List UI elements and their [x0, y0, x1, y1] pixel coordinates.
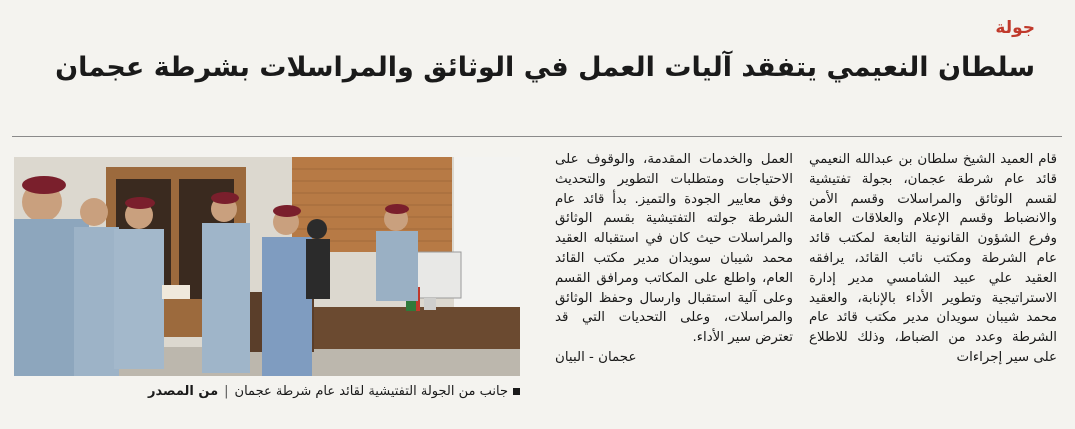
- caption-bullet: [513, 388, 520, 395]
- divider: [12, 136, 1062, 137]
- photo-caption: [14, 384, 520, 399]
- body-text: قام العميد الشيخ سلطان بن عبدالله النعيمي قائد عام شرطة عجمان، بجولة تفتيشية لقسم الوثائق والمراسلات وقسم الأمن والانضباط وقسم الإعلام والعلاقات العامة وفرع الشؤون القانونية التابعة لمكتب قائد عام الشرطة ومكتب نائب القائد، يرافقه العقيد علي عبيد الشامسي مدير إدارة الاستراتيجية وتطوير الأداء بالإنابة، والعقيد محمد شيبان سويدان مدير مكتب قائد عام الشرطة وعدد من الضباط، وذلك للاطلاع على سير إجراءات: [809, 152, 1057, 365]
- caption-text: جانب من الجولة التفتيشية لقائد عام شرطة عجمان: [234, 384, 508, 399]
- article-column-middle: [555, 150, 793, 368]
- body-text: العمل والخدمات المقدمة، والوقوف على الاحتياجات ومتطلبات التطوير والتحديث وفق معايير الجودة والتميز. بدأ قائد عام الشرطة جولته التفتيشية بقسم الوثائق والمراسلات حيث كان في استقباله العقيد محمد شيبان سويدان مدير مكتب القائد العام، واطلع على المكاتب ومرافق القسم وعلى آلية استقبال وارسال وحفظ الوثائق والمراسلات، وعلى التحديات التي قد تعترض سير الأداء.: [555, 152, 793, 346]
- section-tag: جولة: [995, 18, 1035, 38]
- photo-credit: من المصدر: [148, 384, 219, 399]
- headline: سلطان النعيمي يتفقد آليات العمل في الوثائق والمراسلات بشرطة عجمان: [55, 52, 1035, 83]
- caption-separator: |: [224, 384, 229, 399]
- dateline: عجمان - البيان: [555, 349, 637, 365]
- office-scene-illustration: [14, 157, 520, 376]
- news-photo: [14, 157, 520, 376]
- article-column-right: [809, 150, 1057, 368]
